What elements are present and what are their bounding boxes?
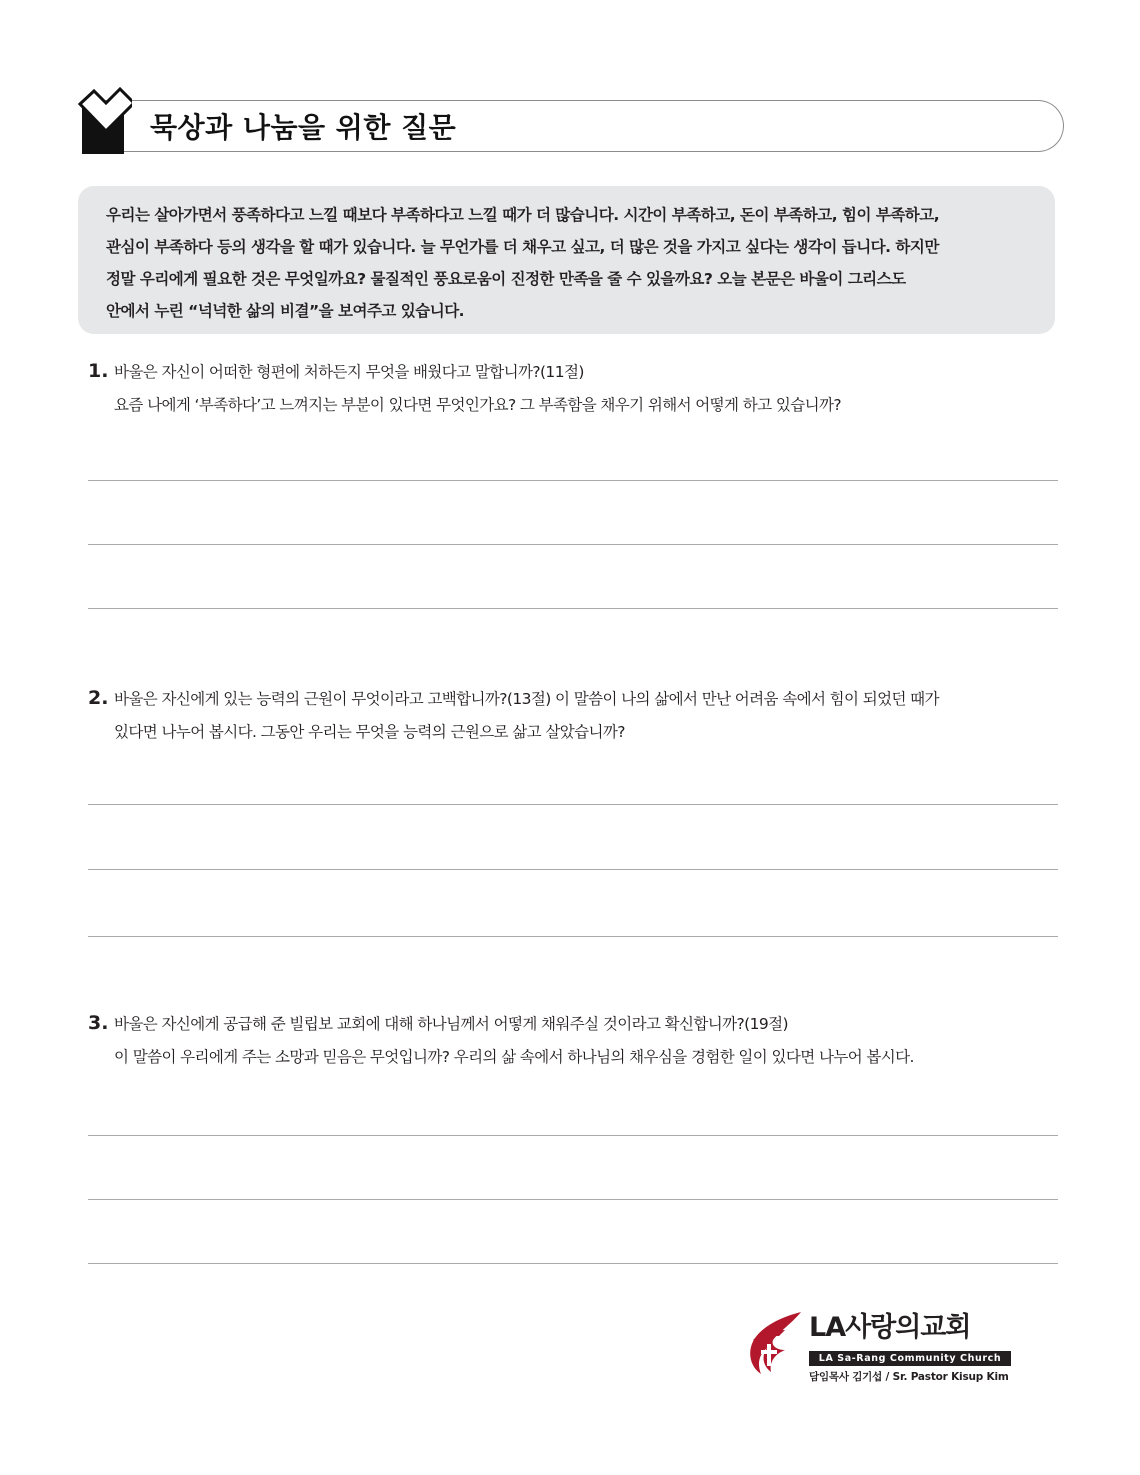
logo-pastor: 담임목사 김기섭 / Sr. Pastor Kisup Kim [809, 1371, 1009, 1383]
page-title: 묵상과 나눔을 위한 질문 [150, 111, 457, 144]
flame-cross-logo-icon [745, 1310, 803, 1378]
answer-line [88, 804, 1058, 805]
question-text: 바울은 자신에게 공급해 준 빌립보 교회에 대해 하나님께서 어떻게 채워주실 것이라고 확신합니까?(19절) 이 말씀이 우리에게 주는 소망과 믿음은 무엇입니까? 우리의 삶 속에서 하나님의 채우심을 경험한 일이 있다면 나누어 봅시다. [114, 1015, 914, 1066]
answer-line [88, 1263, 1058, 1264]
logo-subtitle: LA Sa-Rang Community Church [809, 1351, 1011, 1366]
answer-line [88, 869, 1058, 870]
answer-line [88, 1199, 1058, 1200]
intro-box [78, 186, 1055, 334]
intro-text: 우리는 살아가면서 풍족하다고 느낄 때보다 부족하다고 느낄 때가 더 많습니다. 시간이 부족하고, 돈이 부족하고, 힘이 부족하고, 관심이 부족하다 등의 생각을 할 때가 있습니다. 늘 무언가를 더 채우고 싶고, 더 많은 것을 가지고 싶다는 생각이 듭니다. 하지만 정말 우리에게 필요한 것은 무엇일까요? 물질적인 풍요로움이 진정한 만족을 줄 수 있을까요? 오늘 본문은 바울이 그리스도 안에서 누린 “넉넉한 삶의 비결”을 보여주고 있습니다. [106, 206, 940, 320]
question-number: 1. [88, 360, 109, 382]
checkbox-check-icon [76, 86, 132, 156]
answer-line [88, 936, 1058, 937]
question-3 [88, 1010, 1058, 1080]
question-text: 바울은 자신에게 있는 능력의 근원이 무엇이라고 고백합니까?(13절) 이 말씀이 나의 삶에서 만난 어려움 속에서 힘이 되었던 때가 있다면 나누어 봅시다. 그동안 우리는 무엇을 능력의 근원으로 삶고 살았습니까? [114, 690, 939, 741]
question-number: 3. [88, 1012, 109, 1034]
answer-line [88, 480, 1058, 481]
answer-line [88, 544, 1058, 545]
question-1 [88, 358, 1058, 428]
answer-line [88, 608, 1058, 609]
question-number: 2. [88, 687, 109, 709]
question-2 [88, 685, 1058, 755]
church-logo [745, 1310, 1025, 1390]
logo-title: LA사랑의교회 [809, 1312, 971, 1343]
question-text: 바울은 자신이 어떠한 형편에 처하든지 무엇을 배웠다고 말합니까?(11절) 요즘 나에게 ‘부족하다’고 느껴지는 부분이 있다면 무엇인가요? 그 부족함을 채우기 위해서 어떻게 하고 있습니까? [114, 363, 841, 414]
answer-line [88, 1135, 1058, 1136]
